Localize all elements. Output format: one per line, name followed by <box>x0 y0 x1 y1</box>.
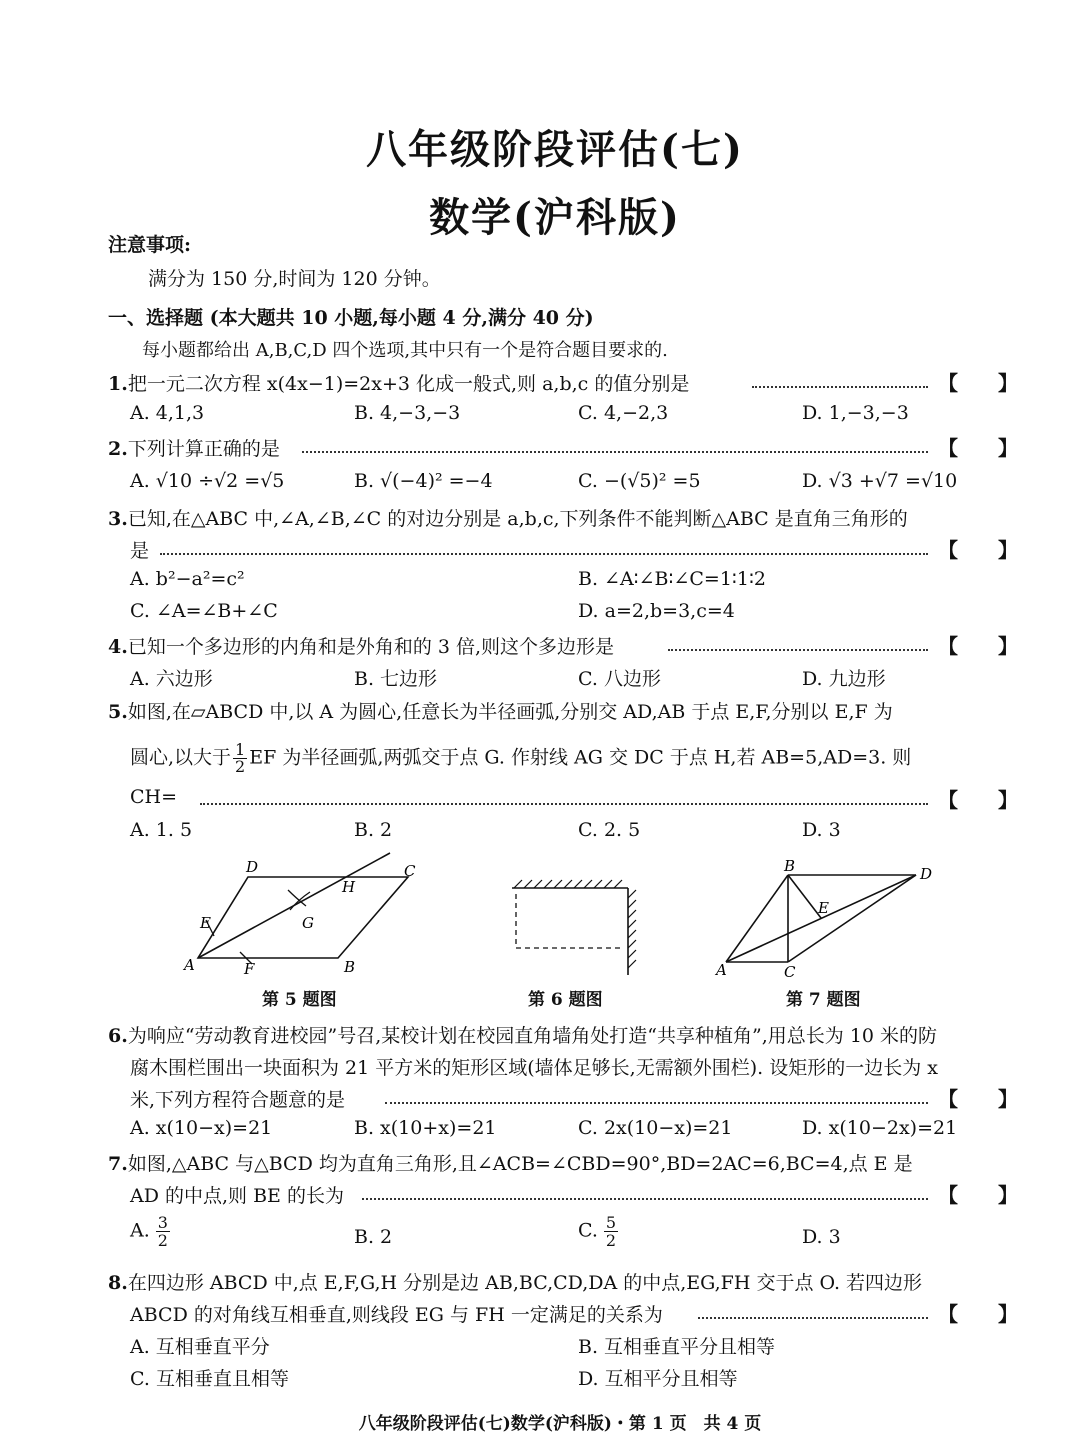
question-text: 已知,在△ABC 中,∠A,∠B,∠C 的对边分别是 a,b,c,下列条件不能判断△ABC 是直角三角形的 <box>127 508 908 530</box>
question-text: 下列计算正确的是 <box>127 438 280 460</box>
fraction-denominator: 2 <box>235 757 246 776</box>
figure-7-triangles <box>712 855 942 980</box>
option-b: B. 2 <box>354 1226 393 1248</box>
option-c: C. 互相垂直且相等 <box>130 1368 289 1390</box>
label-a: A <box>184 956 195 974</box>
option-a: A. 六边形 <box>130 668 213 690</box>
dot-leader <box>362 1198 928 1200</box>
question-text: 如图,在▱ABCD 中,以 A 为圆心,任意长为半径画弧,分别交 AD,AB 于点 E,F,分别以 E,F 为 <box>127 701 893 723</box>
question-number: 8. <box>108 1272 128 1294</box>
option-b: B. ∠A∶∠B∶∠C=1∶1∶2 <box>578 568 766 590</box>
question-text-line3: 米,下列方程符合题意的是 <box>130 1089 346 1111</box>
figure-6-caption: 第 6 题图 <box>528 990 603 1010</box>
fraction-numerator: 3 <box>157 1213 168 1232</box>
dot-leader <box>160 553 928 555</box>
question-number: 5. <box>108 701 128 723</box>
label-d: D <box>920 865 933 883</box>
option-b: B. 七边形 <box>354 668 438 690</box>
answer-bracket: 【 】 <box>938 788 1018 812</box>
question-3 <box>108 504 908 531</box>
option-d: D. 3 <box>802 819 841 841</box>
question-text-line2: AD 的中点,则 BE 的长为 <box>130 1185 344 1207</box>
answer-bracket: 【 】 <box>938 1183 1018 1207</box>
dot-leader <box>752 386 928 388</box>
fraction <box>604 1214 618 1249</box>
question-number: 1. <box>108 373 128 395</box>
option-letter: A. <box>130 1219 150 1242</box>
figure-7-caption: 第 7 题图 <box>786 990 861 1010</box>
option-d: D. 九边形 <box>802 668 886 690</box>
question-text: 已知一个多边形的内角和是外角和的 3 倍,则这个多边形是 <box>127 636 615 658</box>
fraction-half <box>233 742 247 775</box>
option-d: D. √3 +√7 =√10 <box>802 470 958 492</box>
option-b: B. 2 <box>354 819 393 841</box>
label-b: B <box>344 958 356 976</box>
question-number: 2. <box>108 438 128 460</box>
figure-6-wall-corner <box>500 870 640 980</box>
text-fragment: EF 为半径画弧,两弧交于点 G. 作射线 AG 交 DC 于点 H,若 AB=5,AD=3. 则 <box>249 746 912 769</box>
question-number: 7. <box>108 1153 128 1175</box>
option-b: B. √(−4)² =−4 <box>354 470 493 492</box>
option-d: D. x(10−2x)=21 <box>802 1117 958 1139</box>
label-d: D <box>246 858 259 876</box>
question-2 <box>108 434 280 461</box>
fraction-numerator: 1 <box>235 740 246 759</box>
question-number: 3. <box>108 508 128 530</box>
fraction-denominator: 2 <box>157 1231 168 1250</box>
fraction <box>156 1214 170 1249</box>
option-c: C. 4,−2,3 <box>578 402 669 424</box>
question-text: 把一元二次方程 x(4x−1)=2x+3 化成一般式,则 a,b,c 的值分别是 <box>127 373 690 395</box>
answer-bracket: 【 】 <box>938 1087 1018 1111</box>
answer-bracket: 【 】 <box>938 1302 1018 1326</box>
figure-5-parallelogram <box>170 848 430 983</box>
dot-leader <box>200 803 928 805</box>
fraction-denominator: 2 <box>605 1231 617 1250</box>
option-c: C. 2x(10−x)=21 <box>578 1117 733 1139</box>
option-c <box>578 1214 618 1249</box>
question-number: 6. <box>108 1025 128 1047</box>
option-a: A. 4,1,3 <box>130 402 205 424</box>
option-c: C. ∠A=∠B+∠C <box>130 600 278 622</box>
option-b: B. 4,−3,−3 <box>354 402 461 424</box>
page-footer: 八年级阶段评估(七)数学(沪科版)・第 1 页 共 4 页 <box>358 1414 762 1434</box>
option-d: D. a=2,b=3,c=4 <box>578 600 735 622</box>
exam-title: 八年级阶段评估(七) <box>366 126 744 173</box>
option-d: D. 互相平分且相等 <box>578 1368 738 1390</box>
option-a: A. 互相垂直平分 <box>130 1336 270 1358</box>
option-letter: C. <box>578 1219 598 1242</box>
exam-subtitle: 数学(沪科版) <box>429 194 681 241</box>
dot-leader <box>302 451 928 453</box>
answer-bracket: 【 】 <box>938 371 1018 395</box>
option-c: C. −(√5)² =5 <box>578 470 701 492</box>
figure-5-caption: 第 5 题图 <box>262 990 337 1010</box>
question-7 <box>108 1149 913 1176</box>
option-b: B. 互相垂直平分且相等 <box>578 1336 776 1358</box>
option-c: C. 2. 5 <box>578 819 641 841</box>
option-b: B. x(10+x)=21 <box>354 1117 497 1139</box>
section-instruction: 每小题都给出 A,B,C,D 四个选项,其中只有一个是符合题目要求的. <box>142 340 668 361</box>
notice-heading: 注意事项: <box>108 234 192 256</box>
question-5 <box>108 697 893 724</box>
label-c: C <box>784 963 796 980</box>
question-text: 为响应“劳动教育进校园”号召,某校计划在校园直角墙角处打造“共享种植角”,用总长为 10 米的防 <box>127 1025 938 1047</box>
question-text-line3: CH= <box>130 786 178 808</box>
option-c: C. 八边形 <box>578 668 661 690</box>
label-f: F <box>244 960 255 978</box>
question-text: 在四边形 ABCD 中,点 E,F,G,H 分别是边 AB,BC,CD,DA 的中点,EG,FH 交于点 O. 若四边形 <box>127 1272 923 1294</box>
answer-bracket: 【 】 <box>938 634 1018 658</box>
question-1 <box>108 369 689 396</box>
answer-bracket: 【 】 <box>938 538 1018 562</box>
question-number: 4. <box>108 636 128 658</box>
question-text: 如图,△ABC 与△BCD 均为直角三角形,且∠ACB=∠CBD=90°,BD=2AC=6,BC=4,点 E 是 <box>127 1153 913 1175</box>
option-d: D. 3 <box>802 1226 841 1248</box>
fraction-numerator: 5 <box>605 1213 617 1232</box>
dot-leader <box>698 1317 928 1319</box>
label-a: A <box>716 961 727 979</box>
option-a: A. x(10−x)=21 <box>130 1117 273 1139</box>
label-c: C <box>404 862 416 880</box>
question-text-line2: 腐木围栏围出一块面积为 21 平方米的矩形区域(墙体足够长,无需额外围栏). 设矩形的一边长为 x <box>130 1057 938 1079</box>
question-text-line2 <box>130 742 911 775</box>
question-text-line2: 是 <box>130 540 150 562</box>
question-4 <box>108 632 614 659</box>
question-8 <box>108 1268 922 1295</box>
section-heading: 一、选择题 (本大题共 10 小题,每小题 4 分,满分 40 分) <box>108 307 594 329</box>
dot-leader <box>668 649 928 651</box>
dot-leader <box>385 1102 928 1104</box>
label-e: E <box>200 914 211 932</box>
option-a: A. 1. 5 <box>130 819 193 841</box>
question-text-line2: ABCD 的对角线互相垂直,则线段 EG 与 FH 一定满足的关系为 <box>130 1304 663 1326</box>
label-g: G <box>302 914 314 932</box>
option-a: A. b²−a²=c² <box>130 568 245 590</box>
option-d: D. 1,−3,−3 <box>802 402 909 424</box>
notice-body: 满分为 150 分,时间为 120 分钟。 <box>148 268 441 290</box>
answer-bracket: 【 】 <box>938 436 1018 460</box>
option-a <box>130 1214 170 1249</box>
question-6 <box>108 1021 937 1048</box>
label-e: E <box>818 899 829 917</box>
text-fragment: 圆心,以大于 <box>130 746 232 769</box>
label-b: B <box>784 857 796 875</box>
option-a: A. √10 ÷√2 =√5 <box>130 470 285 492</box>
label-h: H <box>342 878 356 896</box>
